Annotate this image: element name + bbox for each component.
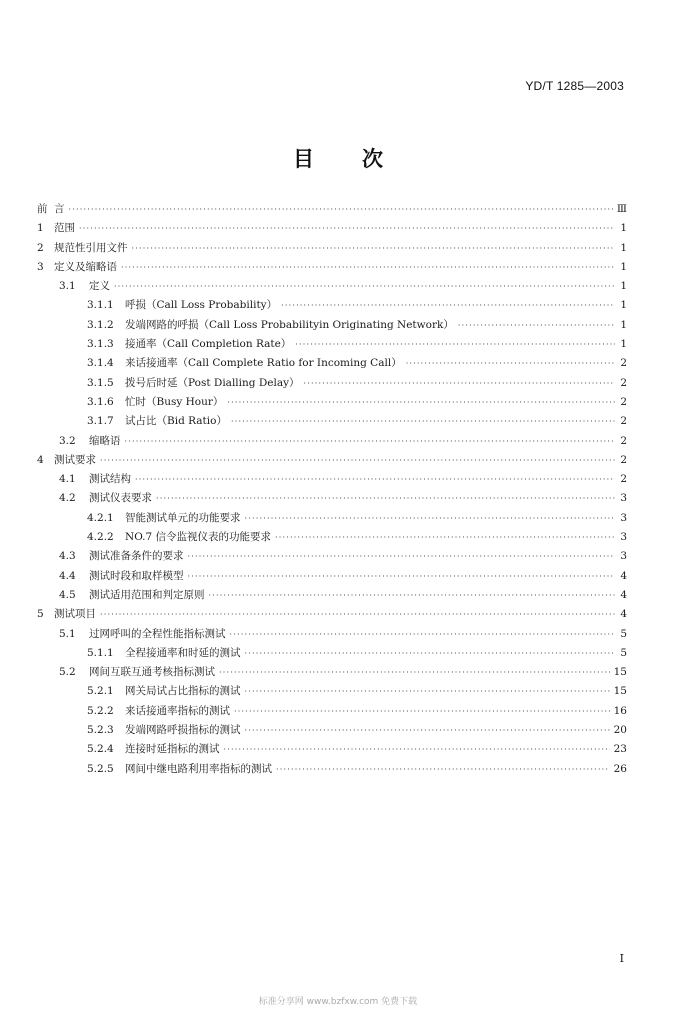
document-code: YD/T 1285—2003 (525, 79, 624, 93)
toc-entry-page: 4 (620, 608, 627, 621)
page-number: I (619, 952, 624, 965)
toc-entry[interactable] (37, 219, 627, 238)
toc-dot-leader (275, 528, 615, 547)
toc-entry-title: 呼损（Call Loss Probability） (125, 299, 278, 312)
toc-entry-title: 网关局试占比指标的测试 (125, 685, 241, 698)
toc-entry[interactable] (37, 605, 627, 624)
toc-entry-title: 接通率（Call Completion Rate） (125, 338, 292, 351)
toc-entry-number: 4.2.1 (87, 511, 114, 524)
toc-entry-page: 3 (620, 492, 627, 505)
toc-entry-page: 16 (613, 704, 627, 717)
toc-entry-page: 15 (613, 685, 627, 698)
toc-dot-leader (245, 721, 610, 740)
toc-entry-number: 3.1.2 (87, 318, 114, 331)
toc-entry-number: 5.2.1 (87, 685, 114, 698)
toc-entry-page: 2 (620, 453, 627, 466)
toc-entry[interactable] (37, 354, 627, 373)
toc-entry[interactable] (37, 740, 627, 759)
toc-entry-number: 4.4 (59, 569, 76, 582)
toc-dot-leader (79, 219, 615, 238)
toc-entry-title: 规范性引用文件 (54, 241, 128, 254)
toc-dot-leader (121, 258, 615, 277)
toc-entry-title: 全程接通率和时延的测试 (125, 646, 241, 659)
toc-dot-leader (188, 547, 616, 566)
toc-entry[interactable] (37, 644, 627, 663)
toc-entry-title: 智能测试单元的功能要求 (125, 511, 241, 524)
toc-entry-title: 范围 (54, 222, 75, 235)
toc-entry-title: 试占比（Bid Ratio） (125, 415, 227, 428)
toc-entry[interactable] (37, 760, 627, 779)
toc-entry-number: 5.1.1 (87, 646, 114, 659)
toc-entry-page: 2 (620, 395, 627, 408)
toc-entry[interactable] (37, 316, 627, 335)
toc-entry-page: 2 (620, 473, 627, 486)
toc-entry[interactable] (37, 258, 627, 277)
table-of-contents (37, 200, 627, 779)
toc-dot-leader (135, 470, 615, 489)
toc-entry[interactable] (37, 335, 627, 354)
toc-dot-leader (69, 200, 613, 219)
toc-entry-number: 5.2.4 (87, 743, 114, 756)
toc-dot-leader (406, 354, 615, 373)
toc-entry-title: 连接时延指标的测试 (125, 743, 220, 756)
toc-entry-page: 1 (620, 318, 627, 331)
toc-dot-leader (100, 605, 615, 624)
toc-entry[interactable] (37, 432, 627, 451)
toc-entry[interactable] (37, 374, 627, 393)
toc-entry-title: 发端网路的呼损（Call Loss Probabilityin Originating Network） (125, 318, 454, 331)
toc-entry-number: 3.1.4 (87, 357, 114, 370)
toc-entry-title: 测试项目 (54, 608, 96, 621)
toc-dot-leader (132, 239, 616, 258)
toc-dot-leader (295, 335, 615, 354)
toc-entry-page: 1 (620, 299, 627, 312)
toc-dot-leader (276, 760, 610, 779)
toc-entry[interactable] (37, 451, 627, 470)
toc-entry-title: 言 (54, 203, 65, 215)
toc-entry-number: 5.2.3 (87, 724, 114, 737)
toc-entry[interactable] (37, 239, 627, 258)
toc-entry[interactable] (37, 393, 627, 412)
toc-dot-leader (245, 682, 610, 701)
toc-entry[interactable] (37, 412, 627, 431)
toc-dot-leader (245, 644, 616, 663)
toc-entry-number: 4 (37, 453, 44, 466)
toc-entry-title: 测试适用范围和判定原则 (89, 588, 205, 601)
toc-entry-title: 定义 (89, 280, 110, 293)
toc-entry-title: 测试仪表要求 (89, 492, 152, 505)
toc-dot-leader (230, 625, 616, 644)
toc-entry-number: 5.2 (59, 666, 76, 679)
toc-entry-number: 3.2 (59, 434, 76, 447)
page-title: 目次 (293, 147, 431, 171)
toc-dot-leader (188, 567, 616, 586)
toc-entry-page: 1 (620, 222, 627, 235)
toc-entry[interactable] (37, 625, 627, 644)
toc-entry[interactable] (37, 509, 627, 528)
toc-dot-leader (114, 277, 615, 296)
toc-entry-title: 测试结构 (89, 473, 131, 486)
toc-entry-page: 1 (620, 338, 627, 351)
toc-dot-leader (224, 740, 610, 759)
toc-entry-number: 3.1.7 (87, 415, 114, 428)
toc-entry[interactable] (37, 470, 627, 489)
toc-entry-number: 前 (37, 203, 48, 215)
toc-entry-page: 5 (620, 646, 627, 659)
toc-entry-number: 5 (37, 608, 44, 621)
toc-entry[interactable] (37, 528, 627, 547)
toc-entry-title: NO.7 信令监视仪表的功能要求 (125, 531, 272, 544)
toc-dot-leader (227, 393, 615, 412)
toc-dot-leader (100, 451, 615, 470)
toc-entry-page: 1 (620, 241, 627, 254)
toc-entry-page: 3 (620, 531, 627, 544)
toc-dot-leader (231, 412, 615, 431)
toc-entry-page: 4 (620, 588, 627, 601)
toc-entry-page: 2 (620, 357, 627, 370)
toc-entry[interactable] (37, 489, 627, 508)
toc-entry-title: 定义及缩略语 (54, 260, 117, 273)
toc-dot-leader (156, 489, 615, 508)
toc-entry-number: 2 (37, 241, 44, 254)
toc-entry-number: 5.1 (59, 627, 76, 640)
toc-entry-number: 4.5 (59, 588, 76, 601)
toc-entry-number: 3.1.5 (87, 376, 114, 389)
watermark: 标准分享网 www.bzfxw.com 免费下载 (258, 997, 418, 1007)
toc-entry-title: 测试要求 (54, 453, 96, 466)
toc-entry-page: 2 (620, 434, 627, 447)
toc-entry-page: 2 (620, 376, 627, 389)
toc-entry-page: 26 (613, 762, 627, 775)
toc-entry-title: 过网呼叫的全程性能指标测试 (89, 627, 226, 640)
toc-dot-leader (219, 663, 610, 682)
toc-entry-number: 4.1 (59, 473, 76, 486)
toc-entry-page: 1 (620, 260, 627, 273)
toc-entry[interactable] (37, 547, 627, 566)
toc-entry[interactable] (37, 567, 627, 586)
toc-entry-number: 4.2 (59, 492, 76, 505)
toc-entry-title: 来话接通率指标的测试 (125, 704, 230, 717)
toc-dot-leader (458, 316, 615, 335)
toc-entry-page: 1 (620, 280, 627, 293)
toc-entry[interactable] (37, 586, 627, 605)
toc-entry-title: 拨号后时延（Post Dialling Delay） (125, 376, 300, 389)
toc-entry-page: 15 (613, 666, 627, 679)
toc-entry-number: 5.2.5 (87, 762, 114, 775)
toc-entry-title: 测试准备条件的要求 (89, 550, 184, 563)
toc-entry[interactable] (37, 277, 627, 296)
toc-entry-page: 2 (620, 415, 627, 428)
toc-entry-title: 来话接通率（Call Complete Ratio for Incoming Call） (125, 357, 402, 370)
toc-dot-leader (234, 702, 610, 721)
toc-entry-page: 5 (620, 627, 627, 640)
toc-entry-number: 3.1.6 (87, 395, 114, 408)
toc-entry-page: 3 (620, 550, 627, 563)
toc-entry-number: 4.3 (59, 550, 76, 563)
toc-entry[interactable] (37, 702, 627, 721)
toc-entry-title: 测试时段和取样模型 (89, 569, 184, 582)
toc-dot-leader (125, 432, 616, 451)
toc-entry-page: Ⅲ (616, 203, 627, 215)
toc-entry-page: 4 (620, 569, 627, 582)
toc-entry-number: 1 (37, 222, 44, 235)
toc-entry-page: 23 (613, 743, 627, 756)
toc-entry-title: 忙时（Busy Hour） (125, 395, 224, 408)
toc-dot-leader (209, 586, 616, 605)
toc-entry[interactable] (37, 296, 627, 315)
toc-entry-title: 缩略语 (89, 434, 121, 447)
toc-entry-title: 网间互联互通考核指标测试 (89, 666, 215, 679)
toc-entry-page: 3 (620, 511, 627, 524)
toc-entry-number: 5.2.2 (87, 704, 114, 717)
toc-entry-number: 4.2.2 (87, 531, 114, 544)
toc-entry-number: 3.1.1 (87, 299, 114, 312)
toc-entry-title: 发端网路呼损指标的测试 (125, 724, 241, 737)
toc-entry[interactable] (37, 682, 627, 701)
toc-entry[interactable] (37, 200, 627, 219)
toc-entry[interactable] (37, 721, 627, 740)
toc-dot-leader (245, 509, 616, 528)
toc-entry-page: 20 (613, 724, 627, 737)
toc-entry-title: 网间中继电路利用率指标的测试 (125, 762, 272, 775)
toc-entry[interactable] (37, 663, 627, 682)
toc-entry-number: 3 (37, 260, 44, 273)
toc-dot-leader (281, 296, 615, 315)
toc-entry-number: 3.1.3 (87, 338, 114, 351)
toc-dot-leader (304, 374, 615, 393)
toc-entry-number: 3.1 (59, 280, 76, 293)
